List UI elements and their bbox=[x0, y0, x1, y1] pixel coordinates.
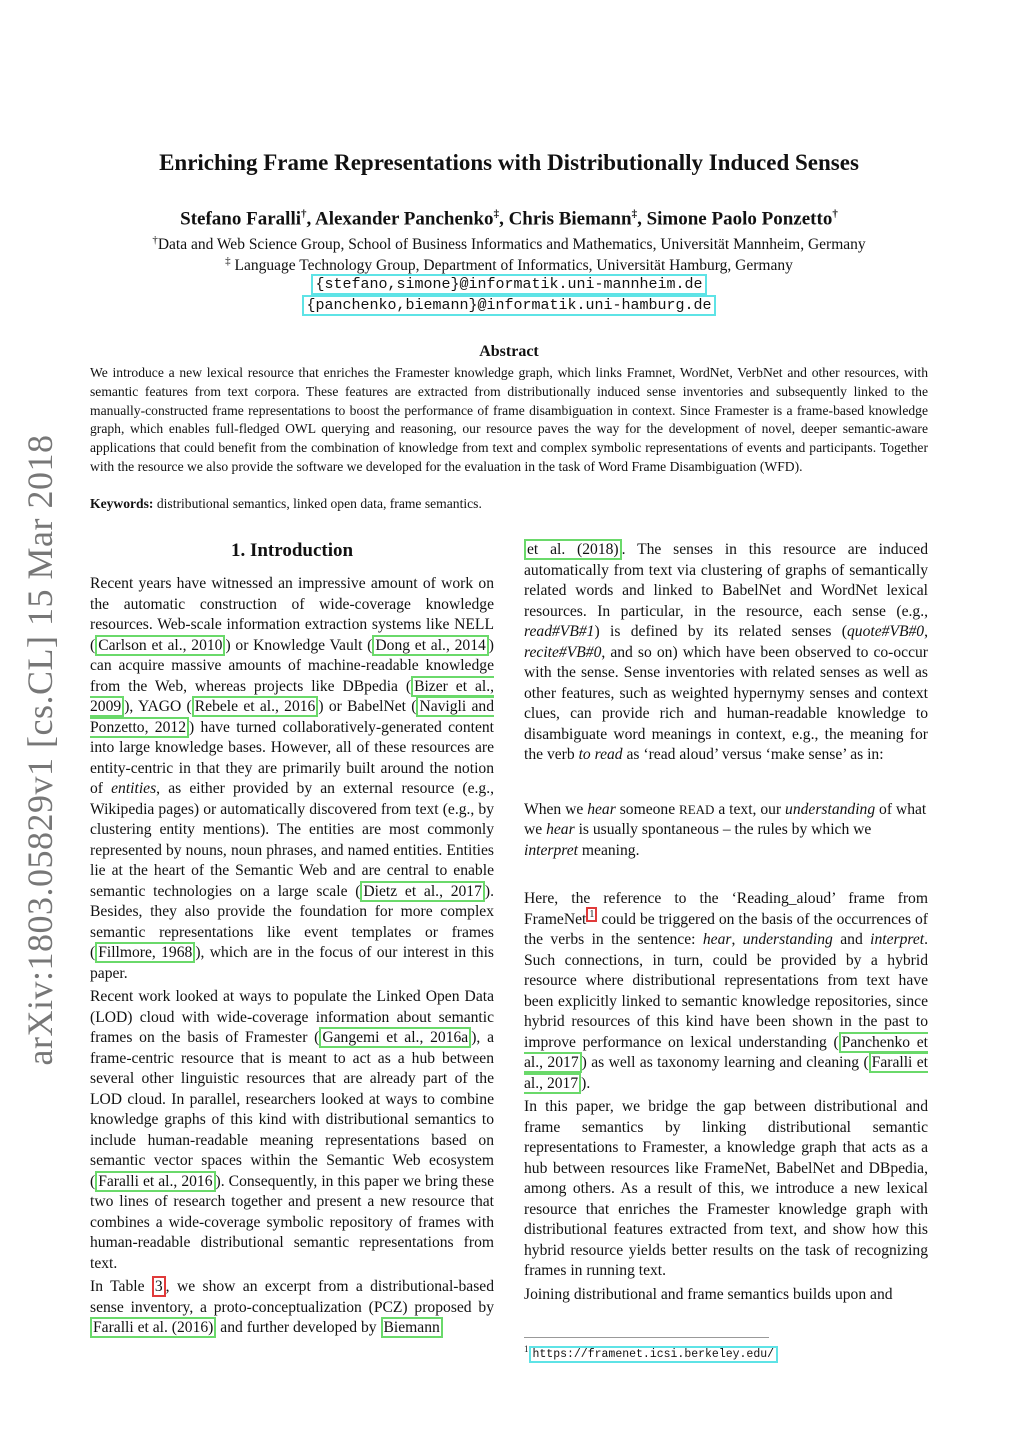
left-column bbox=[90, 540, 494, 1342]
author-name: Simone Paolo Ponzetto bbox=[646, 208, 833, 230]
citation-link[interactable]: Fillmore, 1968 bbox=[95, 942, 195, 963]
paragraph: Recent work looked at ways to populate the Linked Open Data (LOD) cloud with wide-coverage information about semantic frames on the basis of Framester ( Gangemi et al., 2016a ), a frame-centric resource that is meant to act as a hub between several other linguistic resources that are already part of the LOD cloud. In parallel, researchers looked at ways to combine knowledge graphs of this kind with distributional semantics to include human-readable meaning representations based on semantic vector spaces within the Semantic Web ecosystem ( Faralli et al., 2016 ). Consequently, in this paper we bring these two lines of research together and present a new resource that combines a wide-coverage symbolic repository of frames with human-readable distributional semantic representations from text. bbox=[90, 988, 494, 1272]
citation-link[interactable]: Biemann bbox=[381, 1317, 443, 1338]
affiliation-mark: † bbox=[301, 208, 307, 220]
example-quote: When we hear someone READ a text, our understanding of what we hear is usually spontaneous – the rules by which we interpret meaning. bbox=[524, 800, 927, 859]
citation-link[interactable]: Faralli et al., 2017 bbox=[524, 1054, 928, 1092]
footnote-ref-link[interactable]: 1 bbox=[586, 907, 597, 922]
affiliation-mark: † bbox=[832, 208, 838, 220]
citation-link[interactable]: Faralli et al. (2016) bbox=[90, 1317, 216, 1338]
author-name: Stefano Faralli bbox=[180, 208, 302, 230]
affiliation-text: Data and Web Science Group, School of Business Informatics and Mathematics, Universität Mannheim, Germany bbox=[157, 236, 866, 254]
keywords-label: Keywords: bbox=[90, 496, 154, 511]
email-mannheim bbox=[90, 276, 928, 293]
citation-link[interactable]: Faralli et al., 2016 bbox=[95, 1171, 215, 1192]
arxiv-id-text: arXiv:1803.05829v1 [cs.CL] 15 Mar 2018 bbox=[20, 434, 60, 1066]
keywords-text: distributional semantics, linked open data, frame semantics. bbox=[153, 496, 482, 511]
abstract-heading: Abstract bbox=[479, 343, 539, 360]
paragraph: In this paper, we bridge the gap between distributional and frame semantics by linking distributional semantic representations to Framester, a knowledge graph that acts as a hub between resources like FrameNet, BabelNet and DBpedia, among others. As a result of this, we introduce a new lexical resource that enriches the Framester knowledge graph with distributional features extracted from text, and show how this hybrid resource yields better results on the task of recognizing frames in running text. bbox=[524, 1098, 928, 1279]
citation-link[interactable]: Rebele et al., 2016 bbox=[192, 696, 319, 717]
arxiv-identifier bbox=[10, 434, 70, 1066]
paragraph: Here, the reference to the ‘Reading_aloud’ frame from FrameNet $^1$ could be triggered on the basis of the occurrences of the verbs in the sentence: hear, understanding and interpret. Such connections, in turn, could be provided by a hybrid resource where distributional representations from text have been explicitly linked to semantic knowledge repositories, since hybrid resources of this kind have been shown in the past to improve performance on lexical understanding ( Panchenko et al., 2017 ) as well as taxonomy learning and cleaning ( Faralli et al., 2017 ). bbox=[524, 890, 929, 1092]
footnote-text bbox=[524, 1344, 928, 1361]
right-column bbox=[524, 540, 928, 1308]
affiliation-mark: † bbox=[152, 234, 158, 246]
footnote-rule bbox=[524, 1337, 769, 1338]
table-ref-link[interactable]: 3 bbox=[152, 1276, 166, 1297]
paragraph: et al. (2018) . The senses in this resource are induced automatically from text via clustering of graphs of semantically related words and linked to BabelNet and WordNet lexical resources. In particular, in the resource, each sense (e.g., read#VB#1) is defined by its related senses (quote#VB#0, recite#VB#0, and so on) which have been observed to co-occur with the sense. Sense inventories with related senses as well as other features, such as weighted hypernymy senses and context clues, can provide rich and human-readable knowledge to disambiguate word meanings in context, e.g., the meaning for the verb to read as ‘read aloud’ versus ‘make sense’ as in: bbox=[524, 541, 928, 763]
author-list: Stefano Faralli†, Alexander Panchenko‡, Chris Biemann‡, Simone Paolo Ponzetto† bbox=[180, 208, 838, 230]
email-link[interactable]: {panchenko,biemann}@informatik.uni-hamburg.de bbox=[302, 295, 715, 316]
citation-link[interactable]: Panchenko et al., 2017 bbox=[524, 1033, 928, 1071]
affiliation-mark: ‡ bbox=[631, 208, 638, 220]
paragraph: Recent years have witnessed an impressive amount of work on the automatic construction of wide-coverage knowledge resources. Web-scale information extraction systems like NELL ( Carlson et al., 2010 ) or Knowledge Vault ( Dong et al., 2014 ) can acquire massive amounts of machine-readable knowledge from the Web, whereas projects like DBpedia ( Bizer et al., 2009 ), YAGO ( Rebele et al., 2016 ) or BabelNet ( Navigli and Ponzetto, 2012 ) have turned collaboratively-generated content into large knowledge bases. However, all of these resources are entity-centric in that they are primarily built around the notion of entities, as either provided by an external resource (e.g., Wikipedia pages) or automatically discovered from text (e.g., by clustering entity mentions). The entities are most commonly represented by nouns, noun phrases, and named entities. Entities lie at the heart of the Semantic Web and are central to enable semantic technologies on a large scale ( Dietz et al., 2017 ). Besides, they also provide the foundation for more complex semantic representations like event templates or frames ( Fillmore, 1968 ), which are in the focus of our interest in this paper. bbox=[90, 575, 495, 982]
section-heading: 1. Introduction bbox=[230, 540, 354, 561]
citation-link[interactable]: Bizer et al., 2009 bbox=[90, 677, 494, 715]
affiliation-mark: ‡ bbox=[493, 208, 500, 220]
paper-title: Enriching Frame Representations with Distributionally Induced Senses bbox=[159, 150, 859, 175]
footnote-url-link[interactable]: https://framenet.icsi.berkeley.edu/ bbox=[529, 1346, 779, 1363]
email-hamburg bbox=[90, 297, 928, 314]
citation-link[interactable]: Dietz et al., 2017 bbox=[360, 881, 484, 902]
author-name: Alexander Panchenko bbox=[314, 208, 494, 230]
paragraph: Joining distributional and frame semantics builds upon and bbox=[524, 1285, 893, 1303]
footnote-mark: 1 bbox=[524, 1344, 529, 1354]
paragraph: In Table 3 , we show an excerpt from a distributional-based sense inventory, a proto-conceptualization (PCZ) proposed by Faralli et al. (2016) and further developed by Biemann bbox=[90, 1278, 494, 1336]
affiliation-1 bbox=[90, 234, 928, 254]
citation-link[interactable]: Dong et al., 2014 bbox=[372, 635, 488, 656]
citation-link[interactable]: Carlson et al., 2010 bbox=[95, 635, 225, 656]
citation-link[interactable]: et al. (2018) bbox=[524, 539, 622, 560]
affiliation-2 bbox=[90, 255, 928, 275]
author-name: Chris Biemann bbox=[508, 208, 632, 230]
footnote bbox=[524, 1337, 928, 1361]
citation-link[interactable]: Navigli and Ponzetto, 2012 bbox=[90, 698, 494, 736]
affiliation-mark: ‡ bbox=[225, 255, 231, 267]
email-link[interactable]: {stefano,simone}@informatik.uni-mannheim.de bbox=[311, 274, 706, 295]
abstract-text: We introduce a new lexical resource that enriches the Framester knowledge graph, which links Framnet, WordNet, VerbNet and other resources, with semantic features from text corpora. These features are extracted from distributionally induced sense inventories and subsequently linked to the manually-constructed frame representations to boost the performance of frame disambiguation in context. Since Framester is a frame-based knowledge graph, which enables full-fledged OWL querying and reasoning, our resource paves the way for the development of novel, deeper semantic-aware applications that could benefit from the combination of knowledge from text and complex symbolic representations of events and participants. Together with the resource we also provide the software we developed for the evaluation in the task of Word Frame Disambiguation (WFD). bbox=[90, 365, 928, 474]
citation-link[interactable]: Gangemi et al., 2016a bbox=[319, 1027, 471, 1048]
affiliation-text: Language Technology Group, Department of Informatics, Universität Hamburg, Germany bbox=[230, 257, 793, 275]
keywords bbox=[90, 496, 928, 512]
